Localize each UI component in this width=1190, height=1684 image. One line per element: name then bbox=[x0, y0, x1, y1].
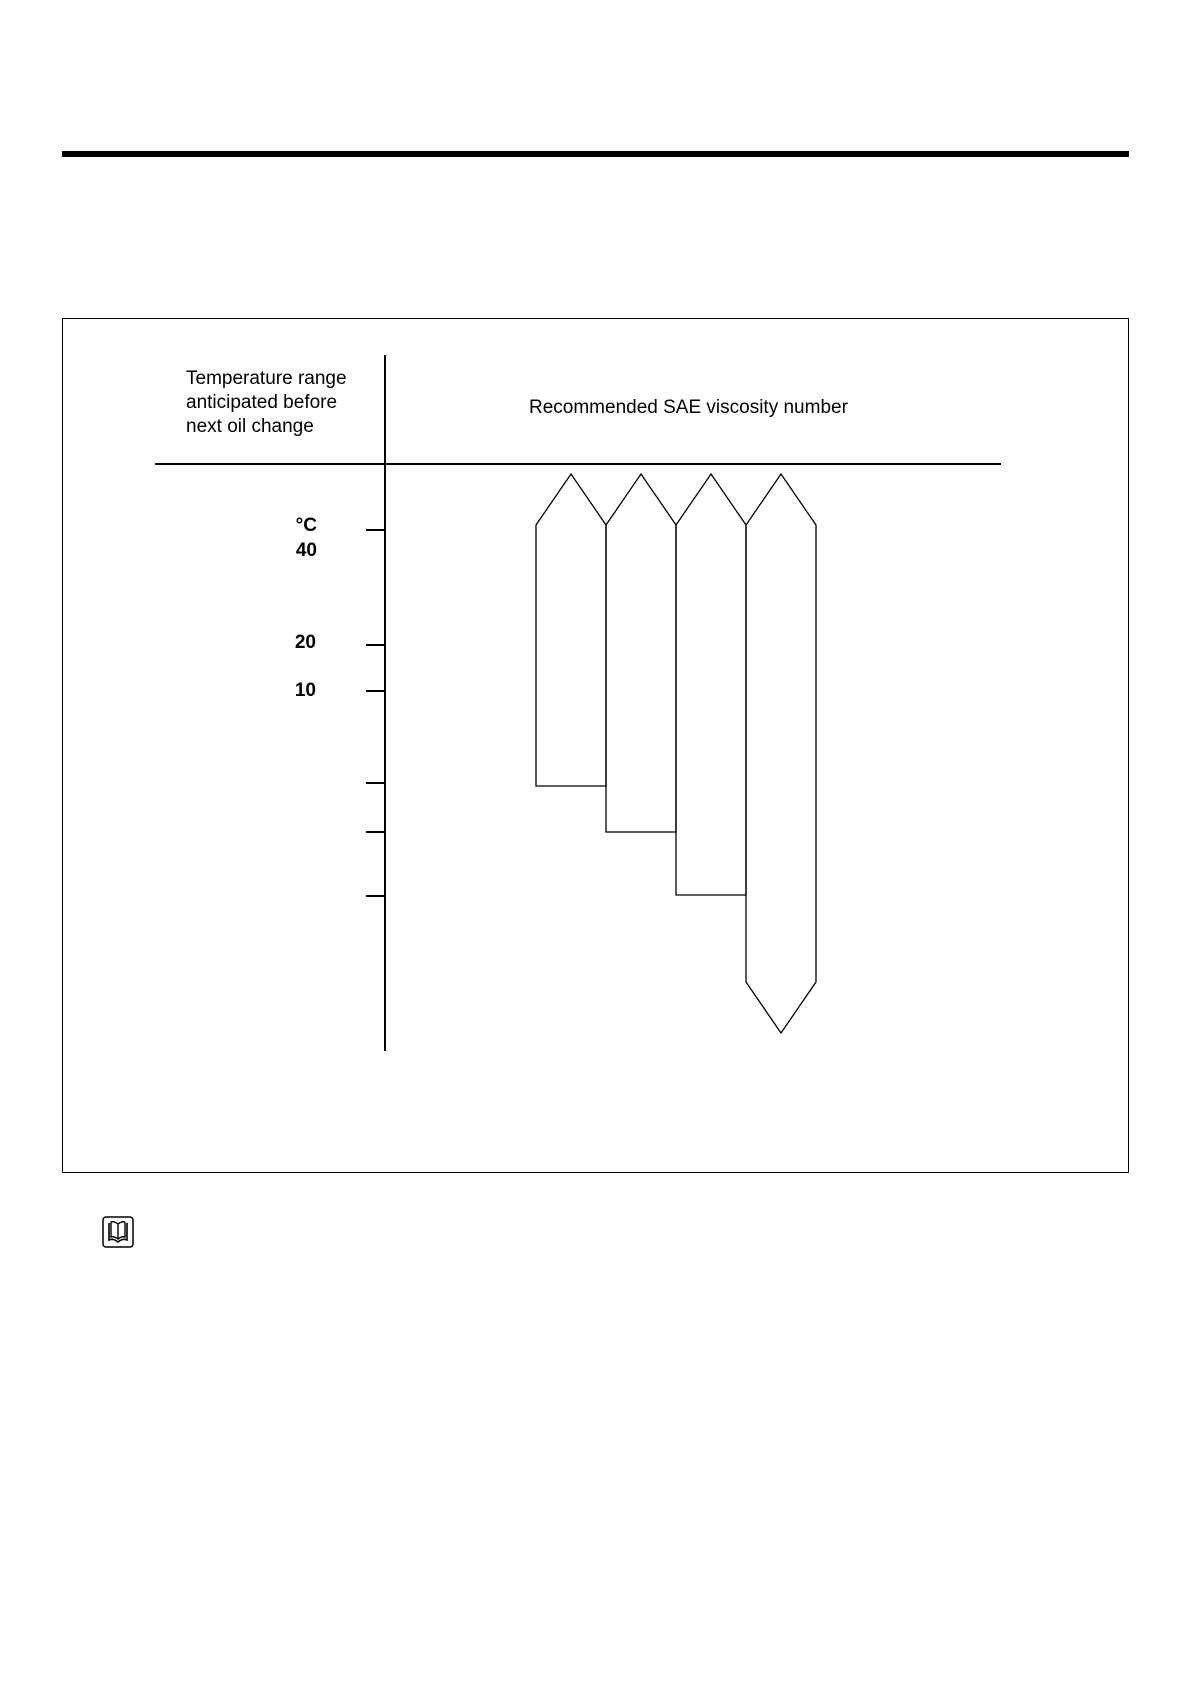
tick-label-20: 20 bbox=[294, 632, 316, 653]
tick-label-10: 10 bbox=[294, 680, 316, 701]
viscosity-bar-1 bbox=[536, 474, 606, 786]
viscosity-bar-3 bbox=[676, 474, 746, 895]
top-rule bbox=[62, 151, 1129, 157]
viscosity-header: Recommended SAE viscosity number bbox=[529, 397, 848, 418]
tick-label-40: 40 bbox=[295, 540, 317, 561]
header-left-line-1: Temperature range bbox=[186, 368, 347, 389]
viscosity-chart bbox=[63, 319, 1128, 1172]
temperature-range-header bbox=[186, 367, 386, 439]
book-icon[interactable] bbox=[102, 1216, 134, 1248]
header-left-line-2: anticipated before bbox=[186, 392, 338, 413]
unit-label: °C bbox=[295, 515, 317, 536]
header-left-line-3: next oil change bbox=[186, 416, 314, 437]
viscosity-bar-4 bbox=[746, 474, 816, 1033]
viscosity-figure bbox=[62, 318, 1129, 1173]
viscosity-bar-2 bbox=[606, 474, 676, 832]
